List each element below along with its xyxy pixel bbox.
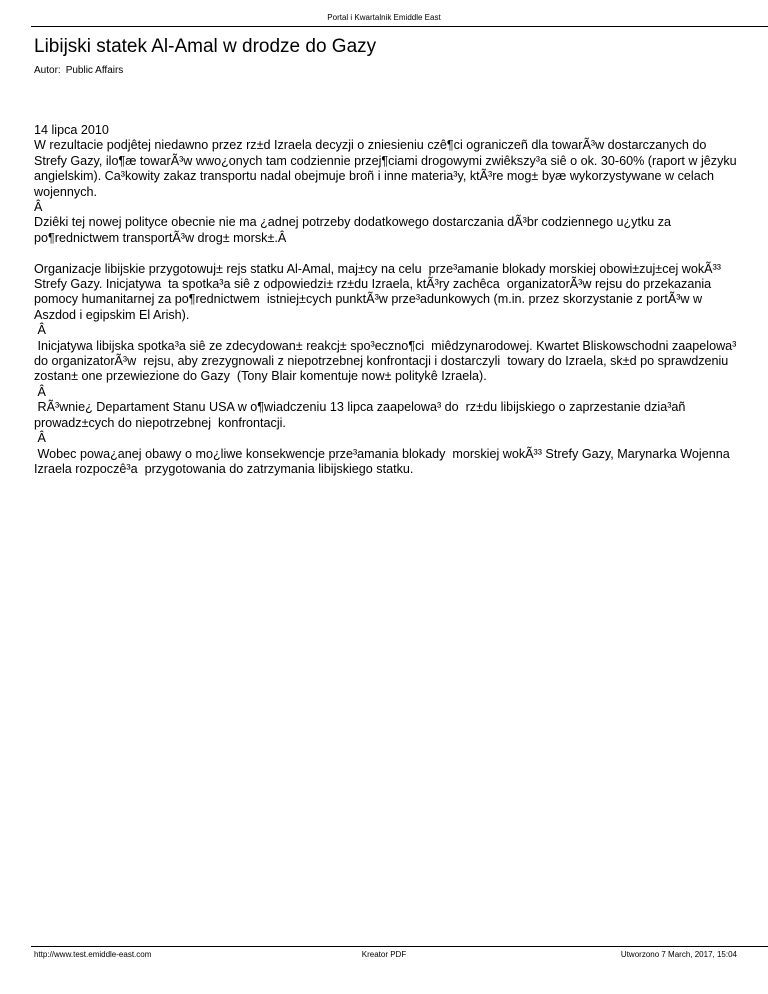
article-body bbox=[34, 123, 741, 477]
article-paragraph: Â bbox=[34, 200, 43, 215]
article-paragraph: W rezultacie podjêtej niedawno przez rz±d Izraela decyzji o zniesieniu czê¶ci ograniczeñ dla towarÃ³w dostarczanych do Strefy Gazy, ilo¶æ towarÃ³w wwo¿onych tam codziennie przej¶ciami drogowymi zwiêkszy³a siê o ok. 30-60% (raport w jêzyku angielskim). Ca³kowity zakaz transportu nadal obejmuje broñ i inne materia³y, ktÃ³re mog± byæ wykorzystywane w celach wojennych. bbox=[34, 138, 741, 199]
article-spacer bbox=[34, 246, 738, 261]
footer-divider bbox=[31, 946, 768, 947]
footer-url-link[interactable]: http://www.test.emiddle-east.com bbox=[34, 950, 152, 959]
article-paragraph: Wobec powa¿anej obawy o mo¿liwe konsekwencje prze³amania blokady morskiej wokÃ³³ Strefy Gazy, Marynarka Wojenna Izraela rozpoczê³a przygotowania do zatrzymania libijskiego statku. bbox=[34, 446, 734, 476]
article-paragraph: Dziêki tej nowej polityce obecnie nie ma ¿adnej potrzeby dodatkowego dostarczania dÃ³br codziennego u¿ytku za po¶rednictwem transportÃ³w drog± morsk±.Â bbox=[34, 215, 675, 245]
page-header-site-title: Portal i Kwartalnik Emiddle East bbox=[327, 13, 441, 22]
author-label: Autor: bbox=[34, 65, 61, 76]
article-date: 14 lipca 2010 bbox=[34, 123, 109, 137]
article-paragraph: RÃ³wnie¿ Departament Stanu USA w o¶wiadczeniu 13 lipca zaapelowa³ do rz±du libijskiego o zaprzestanie dzia³añ prowadz±cych do niepotrzebnej konfrontacji. bbox=[34, 400, 689, 430]
footer-generator: Kreator PDF bbox=[361, 950, 407, 959]
article-title: Libijski statek Al-Amal w drodze do Gazy bbox=[34, 36, 377, 57]
author-name: Public Affairs bbox=[65, 65, 124, 76]
article-paragraph: Inicjatywa libijska spotka³a siê ze zdecydowan± reakcj± spo³eczno¶ci miêdzynarodowej. Kwartet Bliskowschodni zaapelowa³ do organizatorÃ³w rejsu, aby zrezygnowali z niepotrzebnej konfrontacji i dostarczyli towary do Izraela, sk±d po sprawdzeniu zostan± one przewiezione do Gazy (Tony Blair komentuje now± politykê Izraela). bbox=[34, 338, 740, 384]
article-paragraph: Â bbox=[34, 431, 46, 446]
footer-created-date: Utworzono 7 March, 2017, 15:04 bbox=[620, 950, 737, 959]
article-paragraph: Organizacje libijskie przygotowuj± rejs statku Al-Amal, maj±cy na celu prze³amanie blokady morskiej obowi±zuj±cej wokÃ³³ Strefy Gazy. Inicjatywa ta spotka³a siê z odpowiedzi± rz±du Izraela, ktÃ³ry zachêca organizatorÃ³w rejsu do przekazania pomocy humanitarnej za po¶rednictwem istniej±cych punktÃ³w prze³adunkowych (m.in. przez skorzystanie z portÃ³w w Aszdod i egipskim El Arish). bbox=[34, 261, 725, 322]
article-author bbox=[34, 65, 123, 77]
article-paragraph: Â bbox=[34, 323, 46, 338]
header-divider bbox=[31, 26, 768, 27]
article-paragraph: Â bbox=[34, 384, 46, 399]
